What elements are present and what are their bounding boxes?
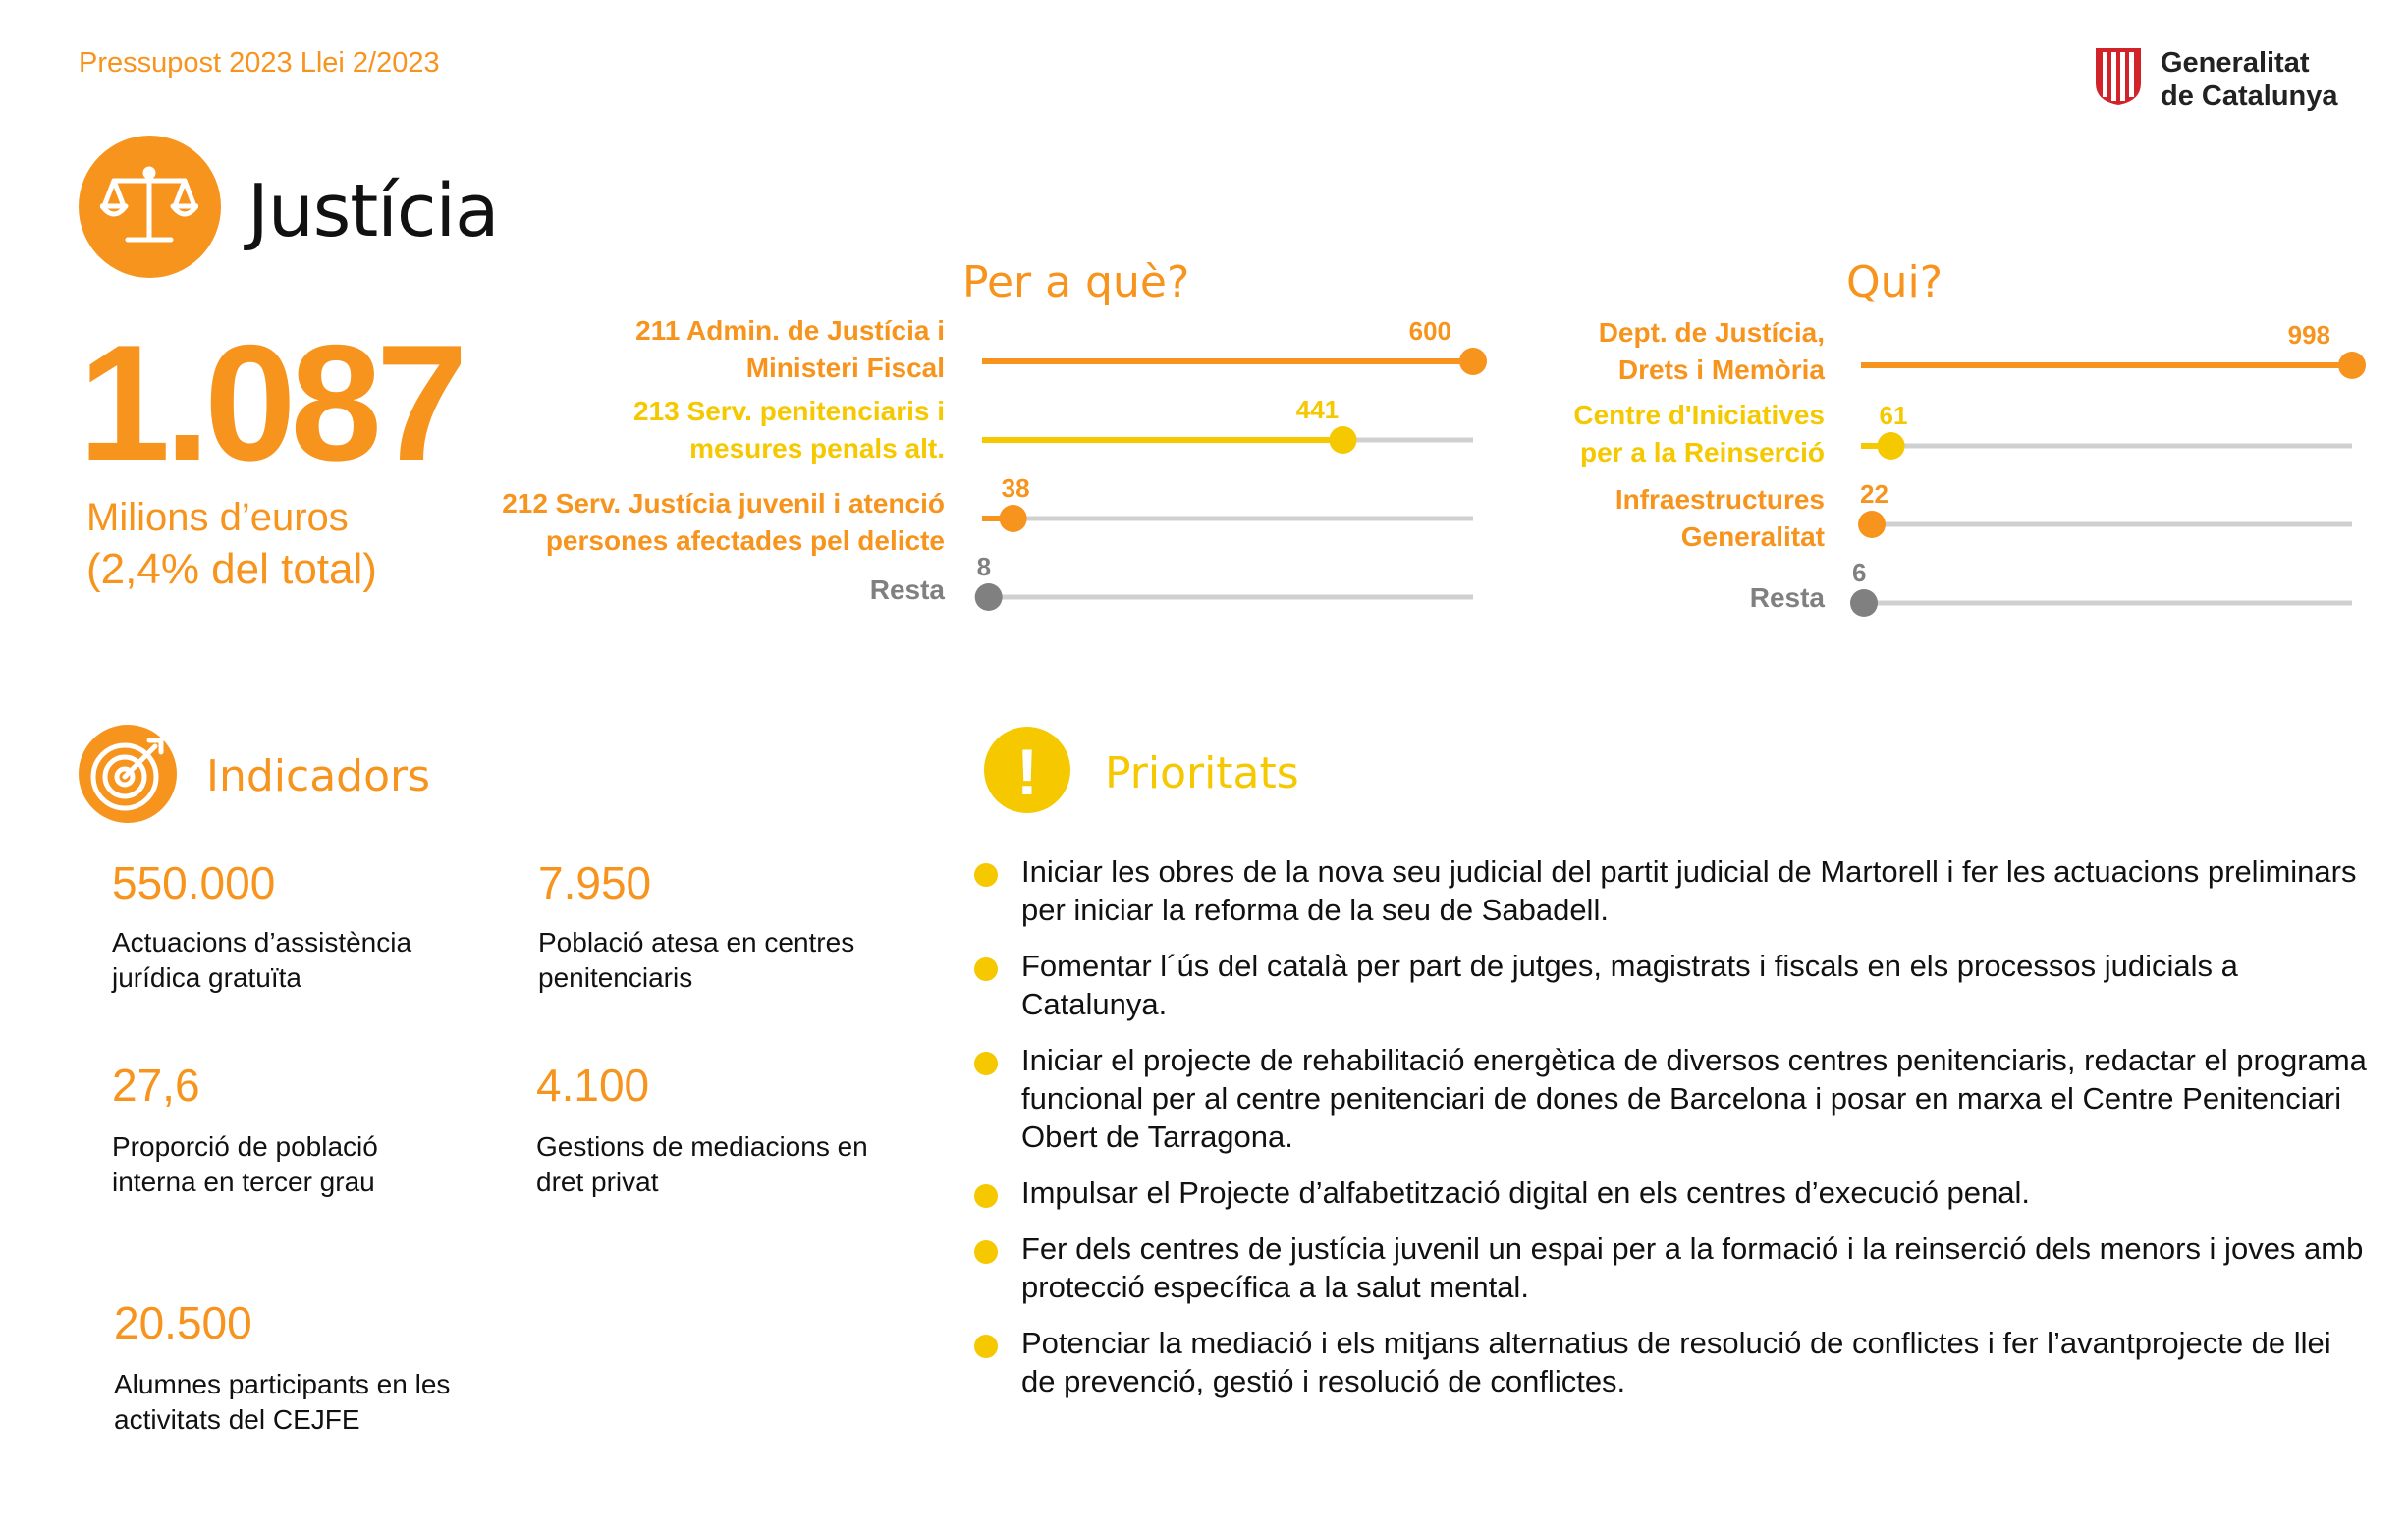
generalitat-logo bbox=[2092, 44, 2347, 113]
indicator-desc-line: interna en tercer grau bbox=[112, 1167, 375, 1197]
qui-chart bbox=[1841, 304, 2372, 619]
target-icon bbox=[79, 725, 177, 823]
category-label bbox=[434, 312, 945, 387]
list-item bbox=[974, 1324, 2369, 1400]
value-label: 22 bbox=[1860, 479, 1888, 509]
qui-title: Qui? bbox=[1846, 257, 1943, 307]
total-budget-share: (2,4% del total) bbox=[86, 545, 377, 593]
indicator-desc bbox=[112, 1129, 485, 1200]
bullet-icon bbox=[974, 863, 998, 887]
category-label bbox=[434, 572, 945, 609]
bullet-icon bbox=[974, 1184, 998, 1208]
bar-dot bbox=[2338, 352, 2366, 379]
indicator-value: 20.500 bbox=[114, 1297, 252, 1348]
exclamation-badge bbox=[984, 727, 1070, 813]
bar-dot bbox=[1850, 589, 1878, 617]
logo-line-1: Generalitat bbox=[2161, 47, 2310, 79]
indicator-desc bbox=[112, 925, 485, 996]
list-item bbox=[974, 1041, 2369, 1156]
bar-dot bbox=[1000, 505, 1027, 532]
indicator-desc bbox=[536, 1129, 909, 1200]
exclamation-icon: ! bbox=[1016, 736, 1038, 808]
category-label bbox=[1314, 579, 1825, 617]
total-budget-unit: Milions d’euros bbox=[86, 496, 349, 539]
value-label: 61 bbox=[1879, 401, 1908, 430]
category-label-line: per a la Reinserció bbox=[1579, 437, 1825, 467]
generalitat-logo-icon bbox=[2092, 44, 2145, 107]
indicator-value: 4.100 bbox=[536, 1060, 650, 1111]
value-label: 600 bbox=[1408, 316, 1451, 346]
category-label bbox=[1314, 481, 1825, 556]
indicator-desc bbox=[538, 925, 911, 996]
priority-text: Potenciar la mediació i els mitjans alternatius de resolució de conflictes i fer l’avantprojecte de llei de prevenció, gestió i resolució de conflictes. bbox=[1021, 1326, 2331, 1398]
category-label-line: Dept. de Justícia, bbox=[1598, 317, 1825, 348]
page-title: Justícia bbox=[247, 169, 499, 253]
bar-dot bbox=[1858, 511, 1886, 538]
indicator-value: 550.000 bbox=[112, 857, 276, 908]
indicator-desc-line: activitats del CEJFE bbox=[114, 1404, 360, 1435]
indicator-value: 7.950 bbox=[538, 857, 652, 908]
bullet-icon bbox=[974, 1240, 998, 1264]
category-label bbox=[434, 393, 945, 467]
list-item bbox=[974, 852, 2369, 929]
priority-text: Impulsar el Projecte d’alfabetització digital en els centres d’execució penal. bbox=[1021, 1175, 2031, 1210]
bullet-icon bbox=[974, 957, 998, 981]
category-label-line: mesures penals alt. bbox=[689, 433, 945, 464]
indicator-desc bbox=[114, 1367, 487, 1438]
indicator-desc-line: penitenciaris bbox=[538, 962, 693, 993]
bullet-icon bbox=[974, 1052, 998, 1075]
priority-text: Fer dels centres de justícia juvenil un espai per a la formació i la reinserció dels menors i joves amb protecció específica a la salut mental. bbox=[1021, 1231, 2364, 1304]
category-label-line: 211 Admin. de Justícia i bbox=[635, 315, 945, 346]
indicator-desc-line: Població atesa en centres bbox=[538, 927, 855, 957]
category-label-line: persones afectades pel delicte bbox=[545, 525, 945, 556]
category-label-line: Drets i Memòria bbox=[1617, 355, 1825, 385]
indicator-desc-line: Proporció de població bbox=[112, 1131, 378, 1162]
priority-text: Iniciar les obres de la nova seu judicial del partit judicial de Martorell i fer les actuacions preliminars per iniciar la reforma de la seu de Sabadell. bbox=[1021, 854, 2357, 927]
category-label-line: Ministeri Fiscal bbox=[745, 353, 945, 383]
list-item bbox=[974, 947, 2369, 1023]
bar-dot bbox=[1878, 432, 1905, 460]
budget-label: Pressupost 2023 Llei 2/2023 bbox=[79, 47, 440, 79]
category-label bbox=[434, 485, 945, 560]
indicator-desc-line: Actuacions d’assistència bbox=[112, 927, 412, 957]
bar-dot bbox=[975, 583, 1003, 611]
category-label-line: Resta bbox=[869, 574, 945, 605]
indicator-desc-line: Alumnes participants en les bbox=[114, 1369, 451, 1399]
category-label-line: Resta bbox=[1749, 582, 1825, 613]
total-budget-value: 1.087 bbox=[79, 310, 463, 495]
category-label-line: 213 Serv. penitenciaris i bbox=[633, 396, 945, 426]
target-badge bbox=[79, 725, 177, 823]
indicator-desc-line: jurídica gratuïta bbox=[112, 962, 301, 993]
value-label: 8 bbox=[976, 552, 992, 581]
indicator-desc-line: Gestions de mediacions en bbox=[536, 1131, 868, 1162]
category-label-line: 212 Serv. Justícia juvenil i atenció bbox=[502, 488, 945, 519]
value-label: 441 bbox=[1295, 395, 1340, 424]
category-label-line: Generalitat bbox=[1680, 521, 1825, 552]
indicator-value: 27,6 bbox=[112, 1060, 200, 1111]
category-label-line: Infraestructures bbox=[1614, 484, 1825, 515]
priorities-list bbox=[974, 852, 2369, 1418]
per-a-que-title: Per a què? bbox=[962, 257, 1190, 307]
indicator-desc-line: dret privat bbox=[536, 1167, 659, 1197]
category-label-line: Centre d'Iniciatives bbox=[1573, 400, 1825, 430]
justice-scale-badge bbox=[79, 136, 221, 278]
category-label bbox=[1314, 397, 1825, 471]
logo-line-2: de Catalunya bbox=[2161, 81, 2338, 112]
category-label bbox=[1314, 314, 1825, 389]
priority-text: Iniciar el projecte de rehabilitació energètica de diversos centres penitenciaris, redactar el programa funcional per al centre penitenciari de dones de Barcelona i posar en marxa el Centre Penitenciari Obert de Tarragona. bbox=[1021, 1043, 2367, 1154]
priority-text: Fomentar l´ús del català per part de jutges, magistrats i fiscals en els processos judicials a Catalunya. bbox=[1021, 949, 2238, 1021]
prioritats-title: Prioritats bbox=[1105, 748, 1299, 798]
value-label: 6 bbox=[1852, 558, 1867, 587]
value-label: 998 bbox=[2287, 320, 2330, 350]
bullet-icon bbox=[974, 1335, 998, 1358]
list-item bbox=[974, 1229, 2369, 1306]
value-label: 38 bbox=[1001, 473, 1030, 503]
indicadors-title: Indicadors bbox=[206, 751, 431, 801]
scale-icon bbox=[100, 163, 198, 251]
list-item bbox=[974, 1174, 2369, 1212]
